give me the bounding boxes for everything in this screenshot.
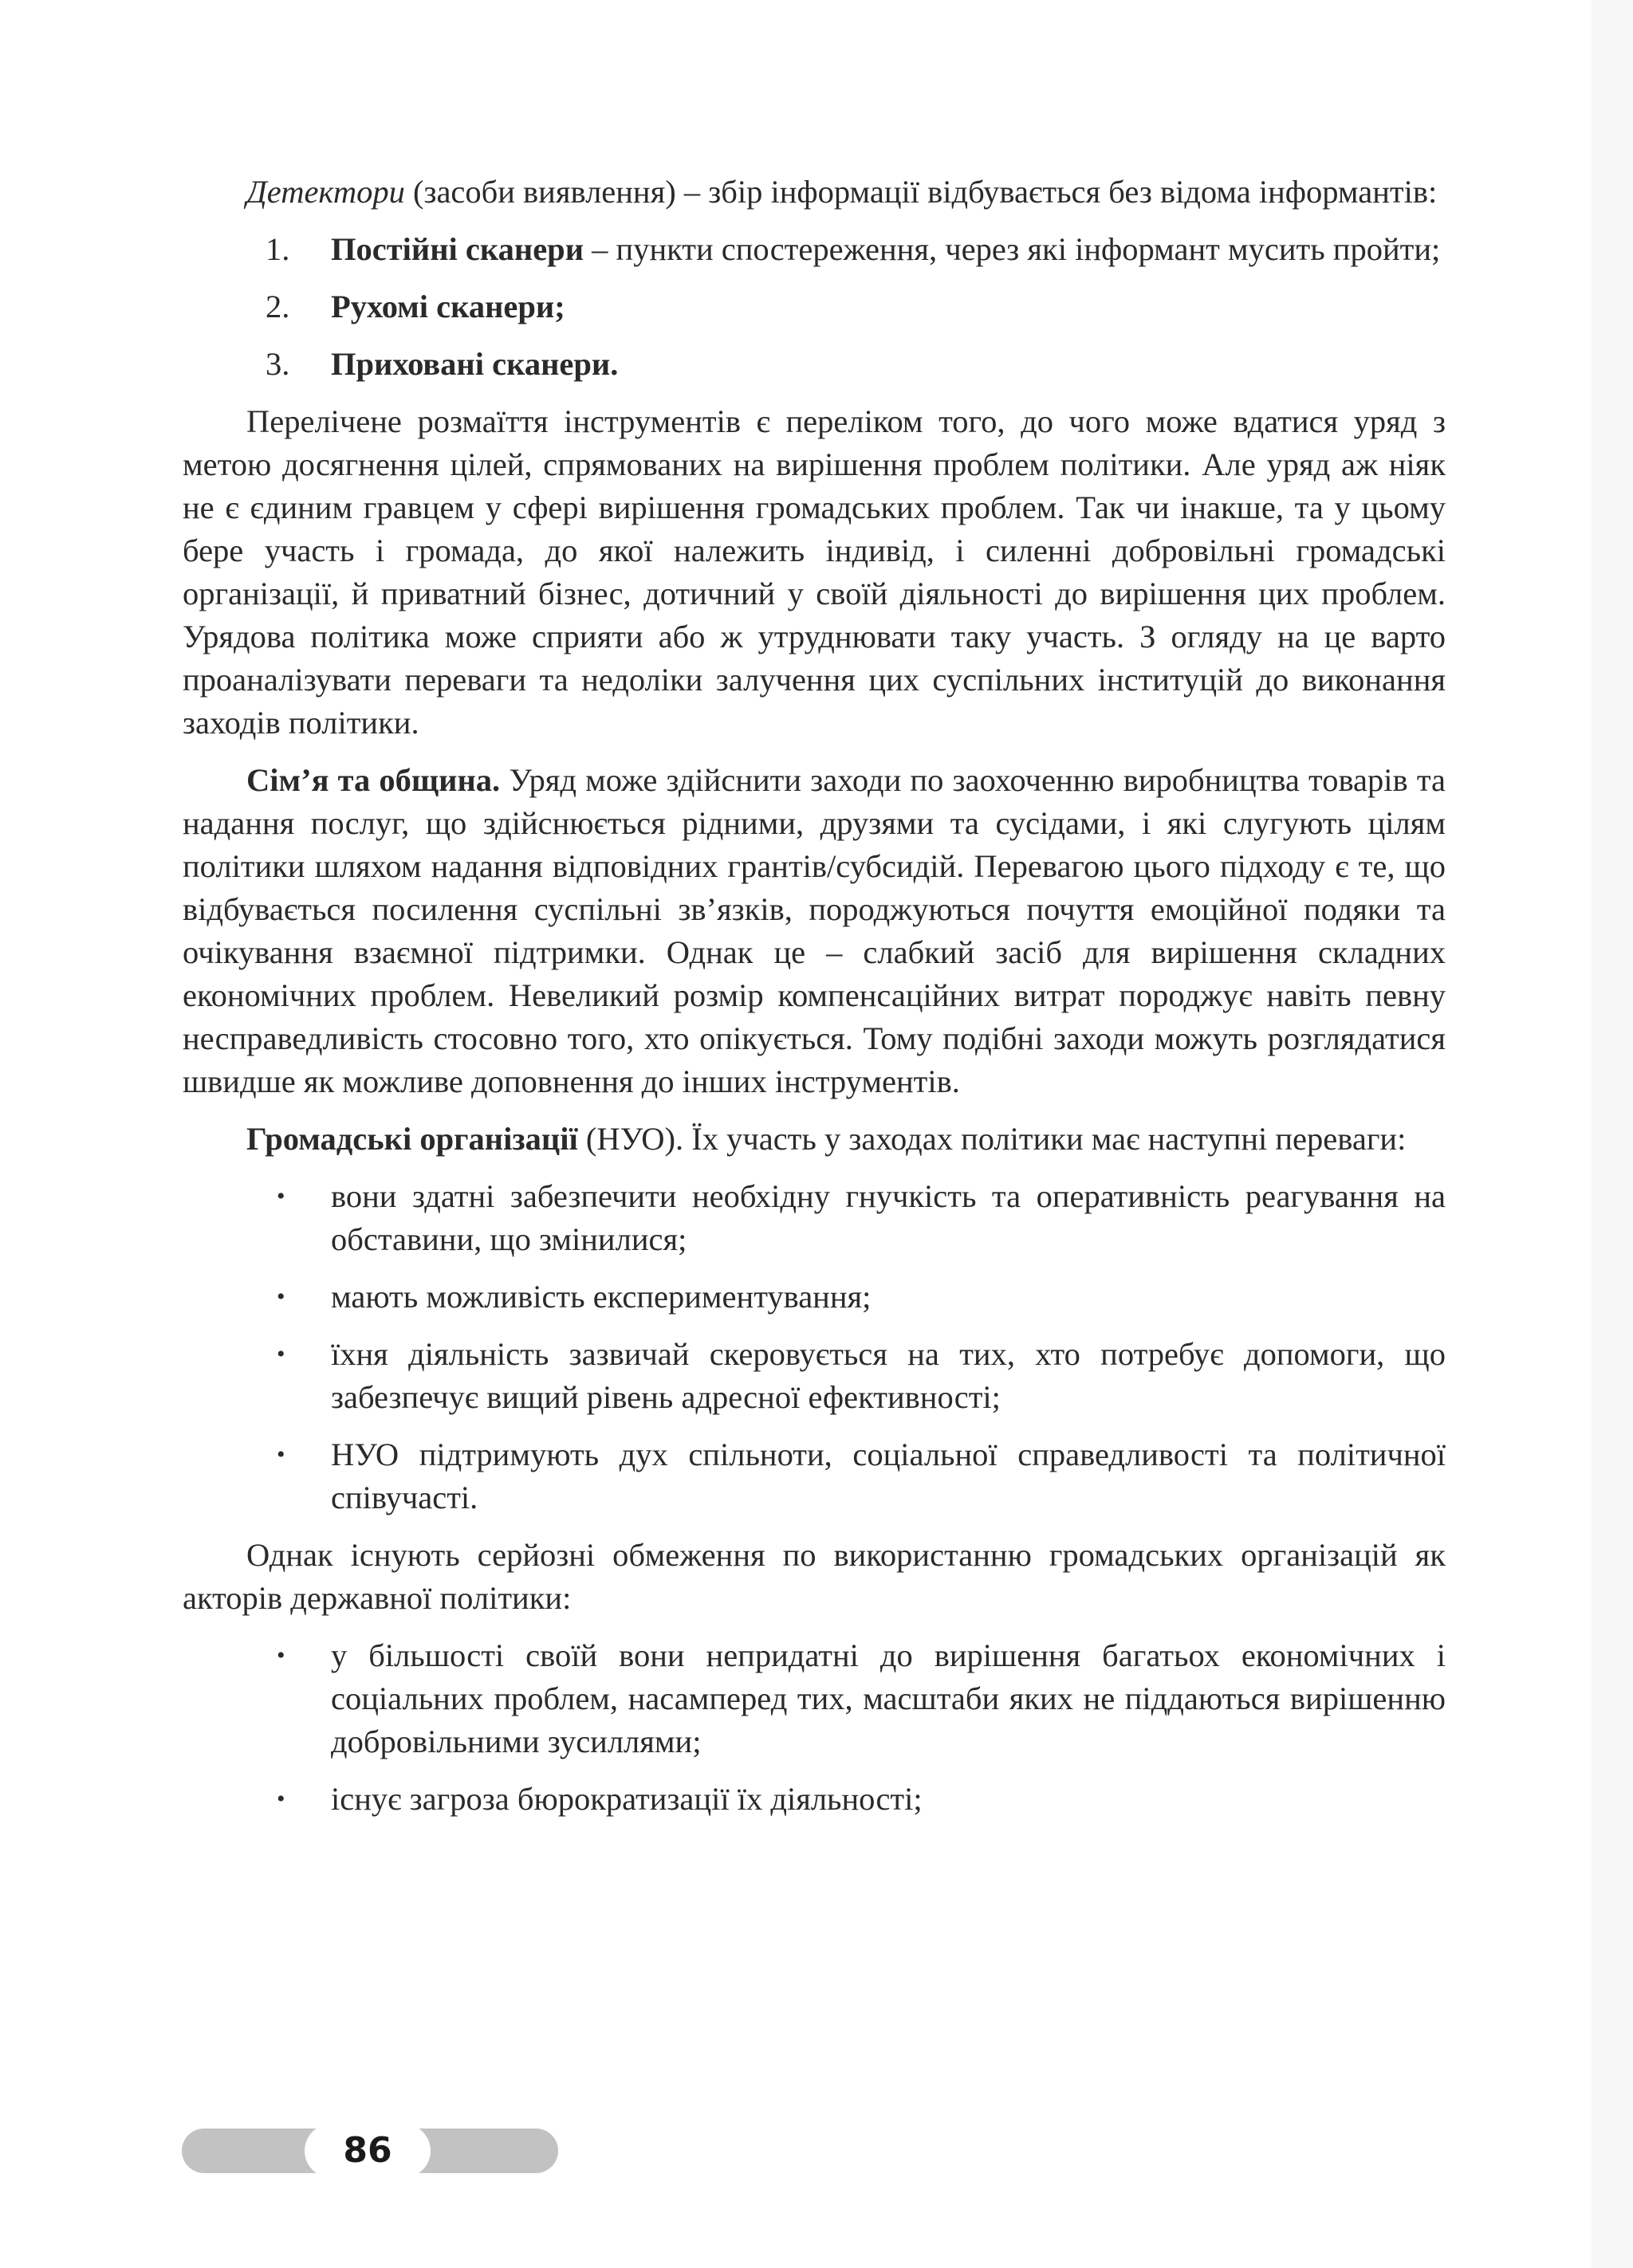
list-item — [183, 343, 1446, 386]
list-item-text: у більшості своїй вони непридатні до вирішення багатьох економічних і соціальних проблем, насамперед тих, масштаби яких не піддаються вирішенню добровільними зусиллями; — [331, 1637, 1446, 1759]
list-item — [183, 1433, 1446, 1519]
list-item-title: Постійні сканери — [331, 231, 584, 267]
list-item — [183, 1634, 1446, 1763]
list-number: 1. — [266, 231, 290, 267]
list-item-text: вони здатні забезпечити необхідну гнучкість та оперативність реагування на обставини, що змінилися; — [331, 1178, 1446, 1257]
page-edge-shade — [1592, 0, 1633, 2268]
page-content — [183, 171, 1446, 1835]
list-item-title: Приховані сканери. — [331, 346, 619, 382]
ngo-title: Громадські організації — [246, 1121, 578, 1157]
ngo-limits-list — [183, 1634, 1446, 1821]
bullet-icon: • — [277, 1786, 285, 1812]
limits-paragraph: Однак існують серйозні обмеження по використанню громадських організацій як акторів державної політики: — [183, 1537, 1446, 1616]
family-title: Сім’я та община. — [246, 762, 501, 798]
list-item — [183, 1778, 1446, 1821]
page-number: 86 — [305, 2124, 431, 2178]
list-item — [183, 1333, 1446, 1419]
ngo-text: (НУО). Їх участь у заходах політики має наступні переваги: — [577, 1121, 1407, 1157]
list-item-title: Рухомі сканери; — [331, 289, 565, 324]
list-item — [183, 285, 1446, 328]
list-item-text: – пункти спостереження, через які інформант мусить пройти; — [584, 231, 1441, 267]
scanner-list — [183, 228, 1446, 386]
list-number: 3. — [266, 346, 290, 382]
family-text: Уряд може здійснити заходи по заохоченню виробництва товарів та надання послуг, що здійснюється рідними, друзями та сусідами, і які слугують цілям політики шляхом надання відповідних грантів/субсидій. Перевагою цього підходу є те, що відбувається посилення суспільні зв’язків, породжуються почуття емоційної подяки та очікування взаємної підтримки. Однак це – слабкий засіб для вирішення складних економічних проблем. Невеликий розмір компенсаційних витрат породжує навіть певну несправедливість стосовно того, хто опікується. Тому подібні заходи можуть розглядатися швидше як можливе доповнення до інших інструментів. — [183, 762, 1446, 1099]
list-item — [183, 1276, 1446, 1319]
family-paragraph — [183, 759, 1446, 1103]
bullet-icon: • — [277, 1341, 285, 1367]
instruments-paragraph: Перелічене розмаїття інструментів є переліком того, до чого може вдатися уряд з метою досягнення цілей, спрямованих на вирішення проблем політики. Але уряд аж ніяк не є єдиним гравцем у сфері вирішення громадських проблем. Так чи інакше, та у цьому бере участь і громада, до якої належить індивід, і силенні добровільні громадські організації, й приватний бізнес, дотичний у своїй діяльності до вирішення цих проблем. Урядова політика може сприяти або ж утруднювати таку участь. З огляду на це варто проаналізувати переваги та недоліки залучення цих суспільних інституцій до виконання заходів політики. — [183, 403, 1446, 741]
intro-text: (засоби виявлення) – збір інформації відбувається без відома інформантів: — [404, 174, 1438, 210]
list-item — [183, 228, 1446, 271]
intro-paragraph — [183, 171, 1446, 214]
ngo-advantages-list — [183, 1175, 1446, 1519]
intro-term: Детектори — [246, 174, 405, 210]
ngo-paragraph — [183, 1118, 1446, 1161]
bullet-icon: • — [277, 1441, 285, 1468]
list-item-text: їхня діяльність зазвичай скеровується на тих, хто потребує допомоги, що забезпечує вищий рівень адресної ефективності; — [331, 1336, 1446, 1415]
bullet-icon: • — [277, 1183, 285, 1209]
list-number: 2. — [266, 289, 290, 324]
list-item — [183, 1175, 1446, 1261]
bullet-icon: • — [277, 1642, 285, 1669]
list-item-text: НУО підтримують дух спільноти, соціальної справедливості та політичної співучасті. — [331, 1437, 1446, 1515]
list-item-text: мають можливість експериментування; — [331, 1279, 872, 1315]
list-item-text: існує загроза бюрократизації їх діяльності; — [331, 1781, 923, 1817]
bullet-icon: • — [277, 1283, 285, 1310]
